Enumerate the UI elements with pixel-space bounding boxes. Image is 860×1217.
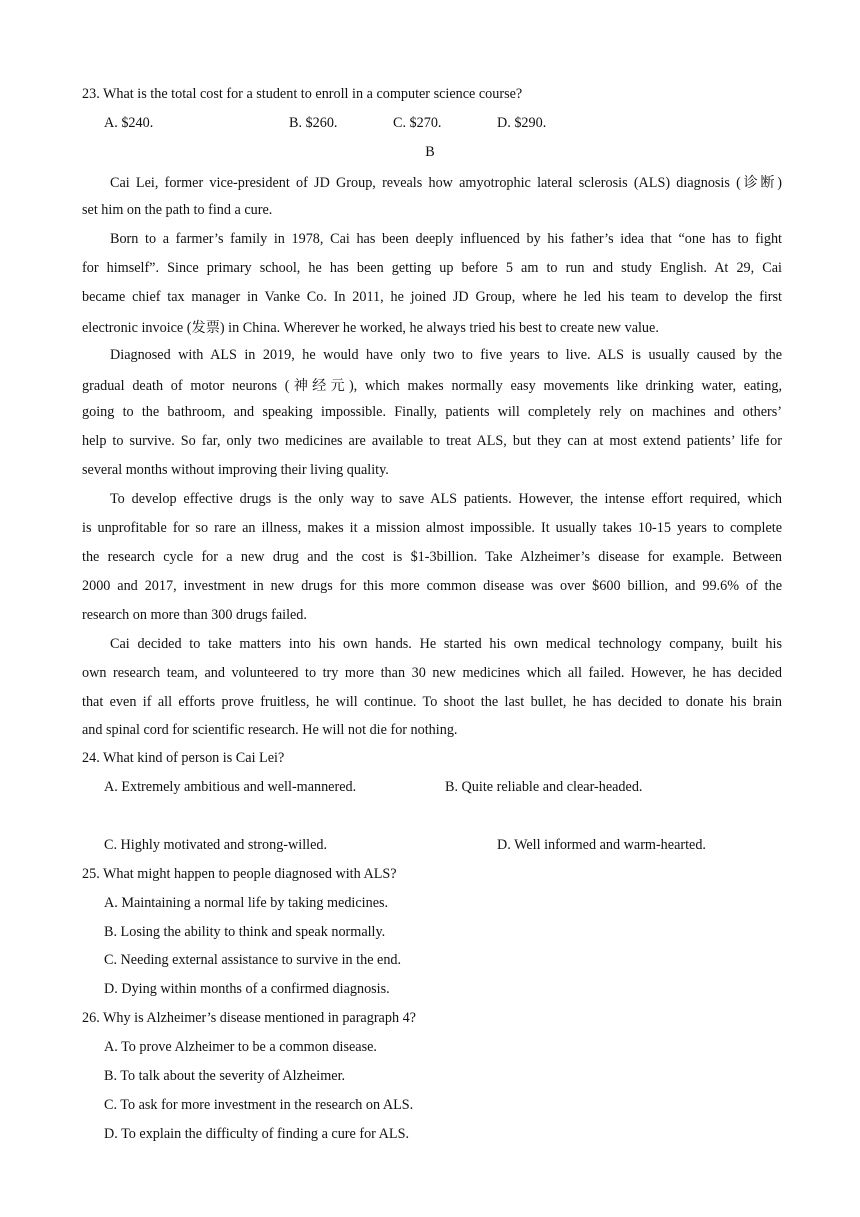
paragraph-3-line: Diagnosed with ALS in 2019, he would have only two to five years to live. ALS is usually caused by the	[110, 347, 782, 363]
paragraph-4-line: the research cycle for a new drug and the cost is $1-3billion. Take Alzheimer’s disease for example. Between	[82, 549, 782, 565]
question-23-stem: 23. What is the total cost for a student to enroll in a computer science course?	[82, 86, 523, 102]
q23-option-c: C. $270.	[393, 115, 442, 131]
q23-option-b: B. $260.	[289, 115, 338, 131]
paragraph-3-line: several months without improving their living quality.	[82, 462, 389, 478]
paragraph-3-line: going to the bathroom, and speaking impossible. Finally, patients will completely rely on machines and others’	[82, 404, 782, 420]
q26-option-d: D. To explain the difficulty of finding a cure for ALS.	[104, 1126, 410, 1142]
paragraph-2-line: became chief tax manager in Vanke Co. In 2011, he joined JD Group, where he led his team to develop the first	[82, 289, 782, 305]
q24-option-d: D. Well informed and warm-hearted.	[497, 837, 706, 853]
q25-option-d: D. Dying within months of a confirmed diagnosis.	[104, 981, 390, 997]
paragraph-4-line: is unprofitable for so rare an illness, makes it a mission almost impossible. It usually takes 10-15 years to complete	[82, 520, 782, 536]
paragraph-4-line: To develop effective drugs is the only way to save ALS patients. However, the intense effort required, which	[110, 491, 782, 507]
paragraph-4-line: research on more than 300 drugs failed.	[82, 607, 307, 623]
q26-option-b: B. To talk about the severity of Alzheimer.	[104, 1068, 346, 1084]
paragraph-2-line: Born to a farmer’s family in 1978, Cai has been deeply influenced by his father’s idea that “one has to fight	[110, 231, 782, 247]
q23-option-a: A. $240.	[104, 115, 154, 131]
q23-option-d: D. $290.	[497, 115, 547, 131]
q24-option-b: B. Quite reliable and clear-headed.	[445, 779, 643, 795]
paragraph-2-line: electronic invoice (发票) in China. Wherever he worked, he always tried his best to create new value.	[82, 320, 659, 336]
paragraph-5-line: Cai decided to take matters into his own hands. He started his own medical technology company, built his	[110, 636, 782, 652]
paragraph-2-line: for himself”. Since primary school, he has been getting up before 5 am to run and study English. At 29, Cai	[82, 260, 782, 276]
question-24-stem: 24. What kind of person is Cai Lei?	[82, 750, 285, 766]
q26-option-c: C. To ask for more investment in the research on ALS.	[104, 1097, 414, 1113]
question-26-stem: 26. Why is Alzheimer’s disease mentioned in paragraph 4?	[82, 1010, 416, 1026]
q25-option-a: A. Maintaining a normal life by taking medicines.	[104, 895, 389, 911]
paragraph-5-line: that even if all efforts prove fruitless, he will continue. To shoot the last bullet, he has decided to donate his brain	[82, 694, 782, 710]
paragraph-4-line: 2000 and 2017, investment in new drugs for this more common disease was over $600 billion, and 99.6% of the	[82, 578, 782, 594]
paragraph-5-line: and spinal cord for scientific research. He will not die for nothing.	[82, 722, 458, 738]
q25-option-c: C. Needing external assistance to survive in the end.	[104, 952, 402, 968]
q25-option-b: B. Losing the ability to think and speak normally.	[104, 924, 386, 940]
question-25-stem: 25. What might happen to people diagnosed with ALS?	[82, 866, 397, 882]
q24-option-a: A. Extremely ambitious and well-mannered.	[104, 779, 357, 795]
q26-option-a: A. To prove Alzheimer to be a common disease.	[104, 1039, 377, 1055]
q24-option-c: C. Highly motivated and strong-willed.	[104, 837, 328, 853]
paragraph-5-line: own research team, and volunteered to try more than 30 new medicines which all failed. However, he has decided	[82, 665, 782, 681]
paragraph-3-line: help to survive. So far, only two medicines are available to treat ALS, but they can at most extend patients’ life for	[82, 433, 782, 449]
paragraph-3-line: gradual death of motor neurons (神经元), which makes normally easy movements like drinking water, eating,	[82, 378, 782, 394]
paragraph-1-line: set him on the path to find a cure.	[82, 202, 273, 218]
section-label: B	[425, 144, 435, 160]
paragraph-1-line: Cai Lei, former vice-president of JD Group, reveals how amyotrophic lateral sclerosis (ALS) diagnosis (诊断)	[110, 175, 782, 191]
